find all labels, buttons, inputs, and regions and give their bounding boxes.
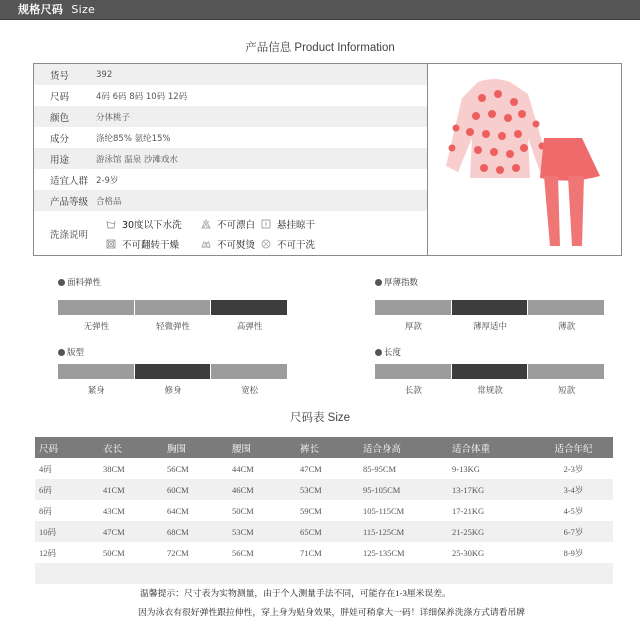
header-title-cn: 规格尺码 (18, 3, 64, 16)
scale-segment-selected (211, 300, 287, 315)
info-label: 成分 (50, 133, 70, 145)
cell: 50CM (232, 505, 254, 516)
scale-segment-selected (452, 364, 528, 379)
info-value: 合格品 (96, 196, 122, 207)
info-value: 分体桃子 (96, 112, 131, 123)
attr-thickness (375, 276, 605, 332)
info-row-usage (34, 148, 427, 169)
scale-label: 修身 (164, 386, 182, 396)
wash-item (106, 237, 201, 251)
col-header: 胸围 (167, 444, 187, 455)
attr-fabric-elasticity (58, 276, 288, 332)
attr-title-text: 面料弹性 (67, 278, 102, 288)
cell: 56CM (167, 463, 189, 474)
cell: 10码 (39, 526, 57, 537)
wash-tub-icon (106, 219, 116, 229)
scale-labels (58, 384, 288, 396)
cell: 72CM (167, 547, 189, 558)
wash-item (261, 237, 341, 251)
scale-segment (58, 364, 134, 379)
size-table (35, 437, 613, 584)
table-row (35, 500, 613, 521)
cell: 53CM (300, 484, 322, 495)
wash-item (201, 237, 261, 251)
attr-title (375, 276, 605, 288)
attr-title (58, 346, 288, 358)
cell: 9-13KG (452, 463, 480, 474)
cell: 46CM (232, 484, 254, 495)
scale-bar (375, 300, 605, 315)
no-tumble-dry-icon (106, 239, 116, 249)
cell: 47CM (103, 526, 125, 537)
wash-label: 洗涤说明 (50, 229, 89, 241)
col-header: 适合年纪 (554, 444, 593, 455)
scale-segment (58, 300, 134, 315)
cell: 59CM (300, 505, 322, 516)
col-header: 适合体重 (452, 444, 491, 455)
cell: 125-135CM (363, 547, 405, 558)
cell: 68CM (167, 526, 189, 537)
info-row-item-no (34, 64, 427, 85)
wash-item (106, 217, 201, 231)
size-chart-title: 尺码表 Size (289, 412, 351, 424)
cell: 17-21KG (452, 505, 485, 516)
cell: 43CM (103, 505, 125, 516)
cell: 56CM (232, 547, 254, 558)
attr-title (375, 346, 605, 358)
scale-label: 厚款 (404, 322, 422, 332)
wash-grid (106, 217, 341, 251)
no-bleach-icon (201, 219, 211, 229)
info-label: 适宜人群 (50, 175, 89, 187)
scale-segment (211, 364, 287, 379)
scale-label: 无弹性 (83, 322, 110, 332)
attr-length (375, 346, 605, 396)
col-header: 腰围 (232, 444, 252, 455)
table-row (35, 458, 613, 479)
info-value: 4码 6码 8码 10码 12码 (96, 91, 188, 102)
info-value: 涤纶85% 氨纶15% (96, 133, 171, 144)
col-header: 适合身高 (363, 444, 402, 455)
cell: 3-4岁 (563, 484, 584, 495)
cell: 13-17KG (452, 484, 485, 495)
wash-text: 不可漂白 (217, 219, 256, 231)
scale-label: 长款 (404, 386, 422, 396)
info-label: 尺码 (50, 91, 70, 103)
scale-bar (58, 300, 288, 315)
wash-text: 不可熨烫 (217, 239, 256, 251)
cell: 8码 (39, 505, 52, 516)
scale-segment-selected (135, 364, 211, 379)
info-label: 颜色 (50, 112, 70, 124)
attr-title-text: 版型 (67, 348, 85, 358)
scale-label: 轻微弹性 (156, 322, 191, 332)
scale-segment (135, 300, 211, 315)
scale-label: 短款 (558, 386, 576, 396)
info-label: 产品等级 (50, 196, 89, 208)
scale-label: 薄厚适中 (473, 322, 508, 332)
wash-text: 悬挂晾干 (277, 219, 316, 231)
cell: 44CM (232, 463, 254, 474)
scale-label: 高弹性 (236, 322, 263, 332)
header-bar (0, 0, 640, 20)
cell: 4-5岁 (563, 505, 584, 516)
product-info-table (34, 64, 427, 211)
info-label: 货号 (50, 70, 70, 82)
scale-label: 宽松 (241, 386, 259, 396)
cell: 25-30KG (452, 547, 485, 558)
cell: 12码 (39, 547, 57, 558)
bullet-icon (58, 349, 65, 356)
cell: 65CM (300, 526, 322, 537)
scale-labels (58, 320, 288, 332)
header-title-en: Size (71, 3, 96, 16)
scale-bar (375, 364, 605, 379)
info-value: 392 (96, 69, 113, 80)
col-header: 裤长 (300, 444, 320, 455)
wash-text: 30度以下水洗 (122, 219, 182, 231)
size-table-header (35, 437, 613, 458)
no-iron-icon (201, 239, 211, 249)
note-line: 因为泳衣有很好弹性跟拉伸性，穿上身为贴身效果，胖娃可稍拿大一码！详细保养洗涤方式请看吊牌 (138, 607, 526, 617)
note-line: 温馨提示：尺寸表为实物测量，由于个人测量手法不同，可能存在1-3厘米误差。 (140, 588, 451, 598)
cell: 38CM (103, 463, 125, 474)
attr-title-text: 厚薄指数 (384, 278, 419, 288)
info-row-color (34, 106, 427, 127)
cell: 41CM (103, 484, 125, 495)
table-row-empty (35, 563, 613, 584)
wash-item (261, 217, 341, 231)
cell: 105-115CM (363, 505, 405, 516)
hang-dry-icon (261, 219, 271, 229)
bullet-icon (375, 349, 382, 356)
info-row-sizes (34, 85, 427, 106)
notes (140, 584, 525, 622)
cell: 4码 (39, 463, 52, 474)
attr-title-text: 长度 (384, 348, 402, 358)
product-image (432, 68, 619, 252)
info-row-grade (34, 190, 427, 211)
attr-fit (58, 346, 288, 396)
scale-segment-selected (452, 300, 528, 315)
scale-label: 常规款 (477, 386, 503, 396)
table-row (35, 479, 613, 500)
wash-text: 不可翻转干燥 (122, 239, 180, 251)
bullet-icon (375, 279, 382, 286)
info-label: 用途 (50, 154, 70, 166)
cell: 60CM (167, 484, 189, 495)
cell: 85-95CM (363, 463, 397, 474)
image-divider (427, 64, 428, 255)
scale-labels (375, 320, 605, 332)
wash-instructions (34, 211, 427, 256)
scale-labels (375, 384, 605, 396)
table-row (35, 521, 613, 542)
cell: 6码 (39, 484, 52, 495)
cell: 21-25KG (452, 526, 485, 537)
info-value: 2-9岁 (96, 175, 119, 186)
cell: 6-7岁 (563, 526, 584, 537)
cell: 47CM (300, 463, 322, 474)
info-row-material (34, 127, 427, 148)
scale-label: 紧身 (87, 386, 105, 396)
scale-segment (375, 300, 451, 315)
cell: 71CM (300, 547, 322, 558)
col-header: 衣长 (103, 444, 123, 455)
cell: 50CM (103, 547, 125, 558)
scale-segment (375, 364, 451, 379)
product-info-box (33, 63, 622, 256)
scale-segment (528, 364, 604, 379)
cell: 8-9岁 (563, 547, 584, 558)
wash-text: 不可干洗 (277, 239, 316, 251)
attr-title (58, 276, 288, 288)
info-row-age-group (34, 169, 427, 190)
cell: 95-105CM (363, 484, 401, 495)
cell: 2-3岁 (563, 463, 584, 474)
col-header: 尺码 (39, 444, 59, 455)
info-value: 游泳馆 温泉 沙滩戏水 (96, 154, 178, 165)
cell: 64CM (167, 505, 189, 516)
scale-label: 薄款 (558, 322, 576, 332)
scale-bar (58, 364, 288, 379)
bullet-icon (58, 279, 65, 286)
scale-segment (528, 300, 604, 315)
no-dry-clean-icon (261, 239, 271, 249)
cell: 53CM (232, 526, 254, 537)
cell: 115-125CM (363, 526, 405, 537)
table-row (35, 542, 613, 563)
product-info-title: 产品信息 Product Information (245, 42, 395, 54)
wash-item (201, 217, 261, 231)
